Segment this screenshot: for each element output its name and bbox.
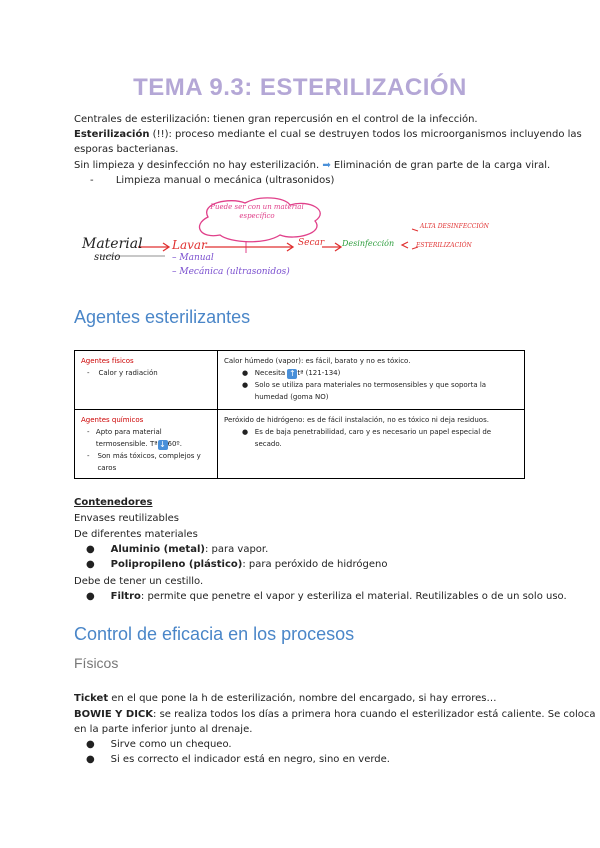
list-item: ● Necesita ↑ tª (121-134) [242, 369, 341, 378]
list-item: ● Es de baja penetrabilidad, caro y es necesario un papel especial de secado. [242, 428, 492, 448]
desinfeccion-label: Desinfección [342, 239, 395, 248]
manual-label: – Manual [172, 253, 214, 263]
page-title: TEMA 9.3: ESTERILIZACIÓN [133, 74, 467, 101]
intro-line: esporas bacterianas. [74, 144, 179, 155]
list-item: ● Si es correcto el indicador está en negro, sino en verde. [86, 754, 390, 765]
intro-line: Centrales de esterilización: tienen gran repercusión en el control de la infección. [74, 114, 478, 125]
cell-heading: Peróxido de hidrógeno: es de fácil instalación, no es tóxico ni deja residuos. [224, 416, 489, 424]
right-arrow-icon: ➡ [322, 160, 331, 171]
esterilizacion-label: ESTERILIZACIÓN [416, 242, 472, 249]
text-line: De diferentes materiales [74, 529, 198, 540]
list-item: - Apto para material termosensible. Tª ↓ 60º. [87, 428, 182, 449]
table-row [75, 351, 525, 410]
sucio-label: sucio [94, 252, 121, 263]
text-line: Envases reutilizables [74, 513, 179, 524]
down-arrow-icon: ↓ [159, 440, 166, 449]
up-arrow-icon: ↑ [289, 369, 296, 378]
secar-label: Secar [298, 238, 325, 248]
intro-line: Sin limpieza y desinfección no hay esterilización. ➡ Eliminación de gran parte de la carga viral. [74, 160, 551, 171]
list-item: - Calor y radiación [87, 369, 158, 377]
table-cell [75, 410, 218, 479]
list-item: - Son más tóxicos, complejos y caros [87, 452, 201, 472]
sterilization-definition: Esterilización (!!): proceso mediante el cual se destruyen todos los microorganismos incluyendo las [74, 129, 582, 140]
cell-heading: Calor húmedo (vapor): es fácil, barato y no es tóxico. [224, 357, 411, 365]
table-row [75, 410, 525, 479]
table-cell [218, 351, 525, 410]
cell-heading: Agentes químicos [81, 416, 144, 424]
alta-desinfeccion-label: ALTA DESINFECCIÓN [420, 223, 489, 230]
list-item: ● Aluminio (metal): para vapor. [86, 544, 269, 555]
agents-table [74, 350, 525, 479]
mecanica-label: – Mecánica (ultrasonidos) [172, 267, 290, 277]
list-item: ● Solo se utiliza para materiales no termosensibles y que soporta la humedad (goma NO) [242, 381, 487, 401]
lavar-label: Lavar [172, 238, 207, 252]
cloud-text: Puede ser con un material específico [210, 203, 304, 220]
list-item: ● Sirve como un chequeo. [86, 739, 232, 750]
contenedores-heading: Contenedores [74, 497, 153, 508]
text-line: Debe de tener un cestillo. [74, 576, 204, 587]
text-line: en la parte inferior junto al drenaje. [74, 724, 253, 735]
subsection-heading-fisicos: Físicos [74, 655, 119, 671]
material-label: Material [82, 236, 143, 252]
ticket-line: Ticket en el que pone la h de esterilización, nombre del encargado, si hay errores… [74, 693, 497, 704]
bowie-line: BOWIE Y DICK: se realiza todos los días a primera hora cuando el esterilizador está caliente. Se coloca [74, 709, 596, 720]
dash-item: - Limpieza manual o mecánica (ultrasonidos) [90, 175, 335, 186]
table-cell [75, 351, 218, 410]
list-item: ● Polipropileno (plástico): para peróxido de hidrógeno [86, 559, 388, 570]
section-heading-agentes: Agentes esterilizantes [74, 307, 251, 327]
bracket-icon [402, 242, 408, 248]
cell-heading: Agentes físicos [81, 357, 134, 365]
table-cell [218, 410, 525, 479]
section-heading-control: Control de eficacia en los procesos [74, 624, 355, 644]
list-item: ● Filtro: permite que penetre el vapor y esteriliza el material. Reutilizables o de un solo uso. [86, 591, 567, 602]
